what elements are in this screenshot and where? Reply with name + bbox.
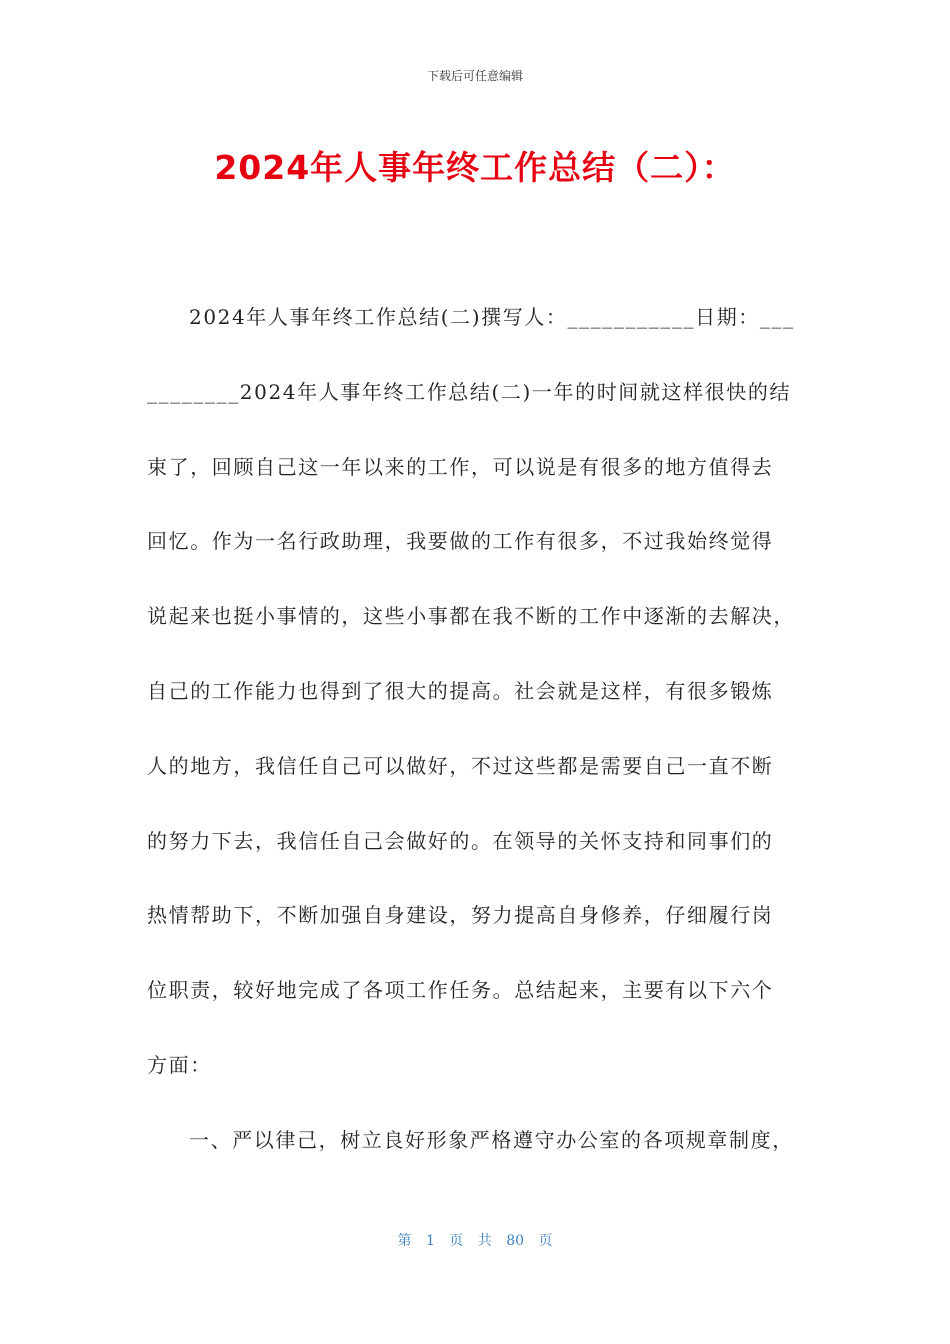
body-line: 热情帮助下，不断加强自身建设，努力提高自身修养，仔细履行岗 [147,903,774,928]
body-line: 的努力下去，我信任自己会做好的。在领导的关怀支持和同事们的 [147,828,774,853]
body-line: 一、严以律己，树立良好形象严格遵守办公室的各项规章制度， [189,1127,794,1152]
body-line: 方面： [147,1052,212,1077]
body-line: ________2024年人事年终工作总结(二)一年的时间就这样很快的结 [147,379,792,404]
body-line: 说起来也挺小事情的，这些小事都在我不断的工作中逐渐的去解决， [147,604,795,629]
body-line: 2024年人事年终工作总结(二)撰写人：___________日期：___ [189,305,795,329]
body-line: 束了，回顾自己这一年以来的工作，可以说是有很多的地方值得去 [147,454,774,479]
body-line: 位职责，较好地完成了各项工作任务。总结起来，主要有以下六个 [147,978,774,1003]
document-body [147,280,807,1178]
page-number-footer: 第 1 页 共 80 页 [397,1233,553,1249]
body-line: 回忆。作为一名行政助理，我要做的工作有很多，不过我始终觉得 [147,529,774,554]
body-line: 人的地方，我信任自己可以做好，不过这些都是需要自己一直不断 [147,753,774,778]
body-line: 自己的工作能力也得到了很大的提高。社会就是这样，有很多锻炼 [147,678,774,703]
document-title: 2024年人事年终工作总结（二）： [214,148,736,187]
header-note: 下载后可任意编辑 [426,69,523,83]
